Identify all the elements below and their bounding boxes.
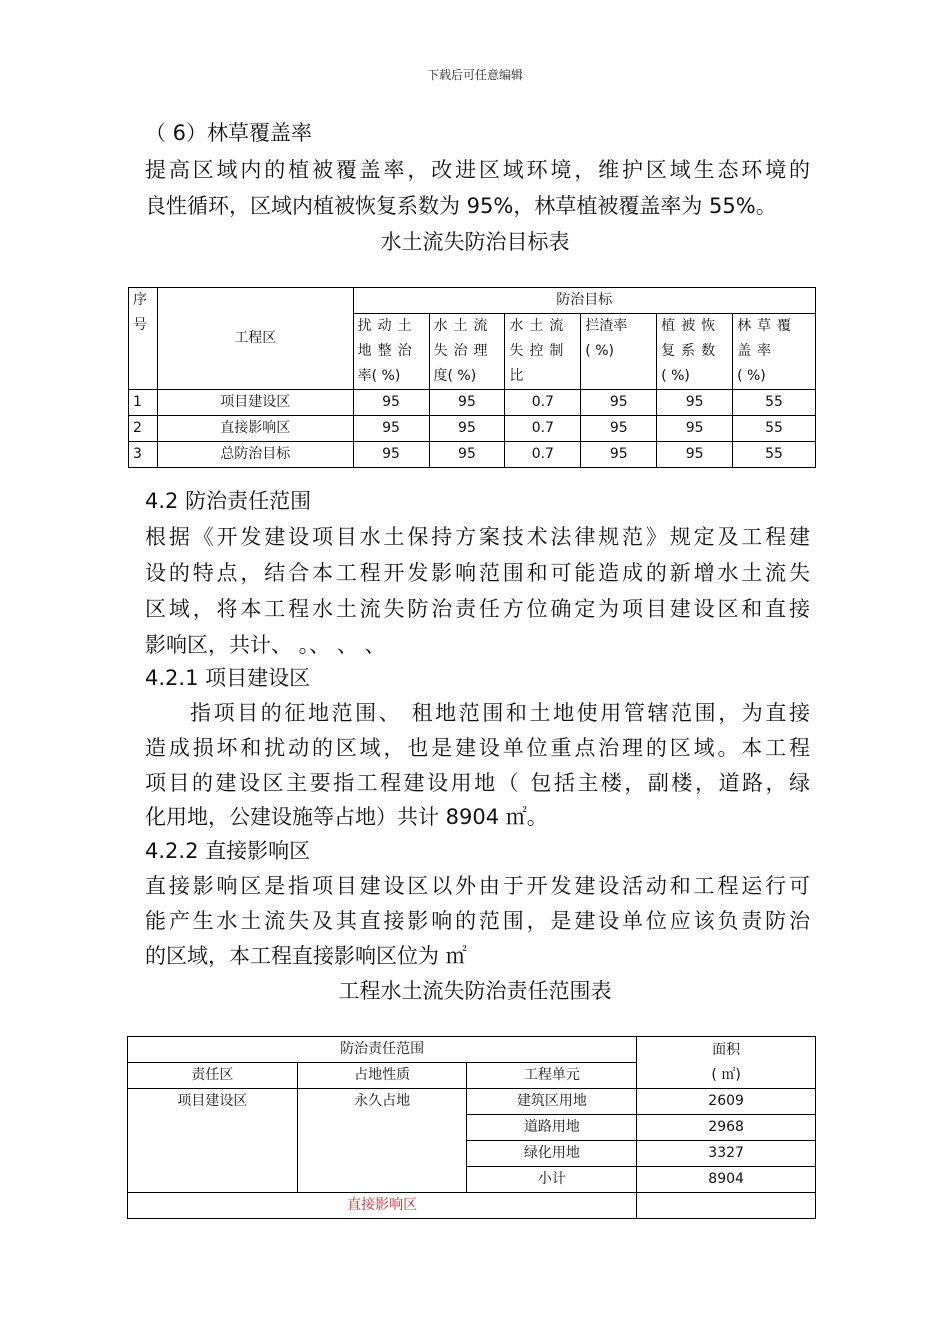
prevention-target-table: [128, 287, 816, 468]
cell: 0.7: [505, 416, 581, 442]
table2-caption: 工程水土流失防治责任范围表: [338, 979, 612, 1003]
area-cell: 2609: [637, 1089, 816, 1115]
col-header: 林草覆 盖率 ( %): [733, 314, 816, 390]
unit-cell: 道路用地: [467, 1115, 637, 1141]
responsibility-scope-table: [127, 1036, 816, 1219]
paragraph-line: 根据《开发建设项目水土保持方案技术法律规范》规定及工程建: [145, 525, 810, 549]
cell: 95: [429, 442, 505, 468]
area-header: 面积 ( ㎡): [637, 1037, 816, 1089]
cell: 0.7: [505, 390, 581, 416]
unit-cell: 小计: [467, 1167, 637, 1193]
section-6-title: （ 6）林草覆盖率: [145, 121, 313, 145]
cell: 95: [581, 416, 657, 442]
table-row: [129, 442, 816, 468]
row-no: 3: [129, 442, 158, 468]
group-header: 防治责任范围: [128, 1037, 637, 1063]
unit-header: 工程单元: [467, 1063, 637, 1089]
area-cell: 8904: [637, 1167, 816, 1193]
cell: 95: [353, 442, 429, 468]
col-header: 植被恢 复系数 ( %): [657, 314, 733, 390]
col-area-header: 工程区: [157, 288, 353, 390]
row-no: 2: [129, 416, 158, 442]
col-no-header: 序号: [129, 288, 158, 390]
paragraph-line: 良性循环，区域内植被恢复系数为 95%，林草植被覆盖率为 55%。: [145, 194, 777, 218]
table1-caption: 水土流失防治目标表: [380, 230, 570, 254]
cell: 55: [733, 390, 816, 416]
cell: 95: [657, 390, 733, 416]
zone-cell: 项目建设区: [128, 1089, 298, 1193]
page-header: 下载后可任意编辑: [426, 68, 523, 82]
area-cell: 3327: [637, 1141, 816, 1167]
paragraph-line: 项目的建设区主要指工程建设用地（ 包括主楼，副楼，道路，绿: [145, 771, 810, 795]
cell: 95: [353, 390, 429, 416]
paragraph-line: 的区域，本工程直接影响区位为 ㎡: [145, 944, 467, 968]
land-header: 占地性质: [297, 1063, 467, 1089]
col-header: 扰动土 地整治 率( %): [353, 314, 429, 390]
table-row: [128, 1089, 816, 1115]
cell: 95: [657, 442, 733, 468]
cell: 95: [581, 442, 657, 468]
paragraph-line: 设的特点，结合本工程开发影响范围和可能造成的新增水土流失: [145, 561, 810, 585]
table-row: [129, 390, 816, 416]
cell: 95: [429, 390, 505, 416]
col-header: 拦渣率 ( %): [581, 314, 657, 390]
zone2-cell: 直接影响区: [128, 1193, 637, 1219]
section-4-2-title: 4.2 防治责任范围: [145, 489, 312, 513]
paragraph-line: 化用地，公建设施等占地）共计 8904 ㎡。: [145, 805, 548, 829]
zone-header: 责任区: [128, 1063, 298, 1089]
row-name: 总防治目标: [157, 442, 353, 468]
cell: 95: [353, 416, 429, 442]
paragraph-line: 区域，将本工程水土流失防治责任方位确定为项目建设区和直接: [145, 597, 810, 621]
cell: 55: [733, 416, 816, 442]
row-name: 直接影响区: [157, 416, 353, 442]
row-name: 项目建设区: [157, 390, 353, 416]
cell: 0.7: [505, 442, 581, 468]
col-header: 水土流 失治理 度( %): [429, 314, 505, 390]
paragraph-line: 直接影响区是指项目建设区以外由于开发建设活动和工程运行可: [145, 874, 810, 898]
paragraph-line: 指项目的征地范围、 租地范围和土地使用管辖范围，为直接: [190, 701, 810, 725]
section-4-2-2-title: 4.2.2 直接影响区: [145, 839, 311, 863]
paragraph-line: 提高区域内的植被覆盖率，改进区域环境，维护区域生态环境的: [145, 158, 810, 182]
row-no: 1: [129, 390, 158, 416]
area-cell-empty: [637, 1193, 816, 1219]
section-4-2-1-title: 4.2.1 项目建设区: [145, 666, 311, 690]
paragraph-line: 影响区，共计、 。、 、 、: [145, 633, 386, 657]
paragraph-line: 造成损坏和扰动的区域，也是建设单位重点治理的区域。本工程: [145, 736, 810, 760]
col-group-header: 防治目标: [353, 288, 815, 314]
cell: 55: [733, 442, 816, 468]
cell: 95: [581, 390, 657, 416]
table-row: [128, 1193, 816, 1219]
unit-cell: 绿化用地: [467, 1141, 637, 1167]
table-row: [129, 416, 816, 442]
paragraph-line: 能产生水土流失及其直接影响的范围，是建设单位应该负责防治: [145, 909, 810, 933]
cell: 95: [657, 416, 733, 442]
land-cell: 永久占地: [297, 1089, 467, 1193]
area-cell: 2968: [637, 1115, 816, 1141]
col-header: 水土流 失控制 比: [505, 314, 581, 390]
unit-cell: 建筑区用地: [467, 1089, 637, 1115]
cell: 95: [429, 416, 505, 442]
